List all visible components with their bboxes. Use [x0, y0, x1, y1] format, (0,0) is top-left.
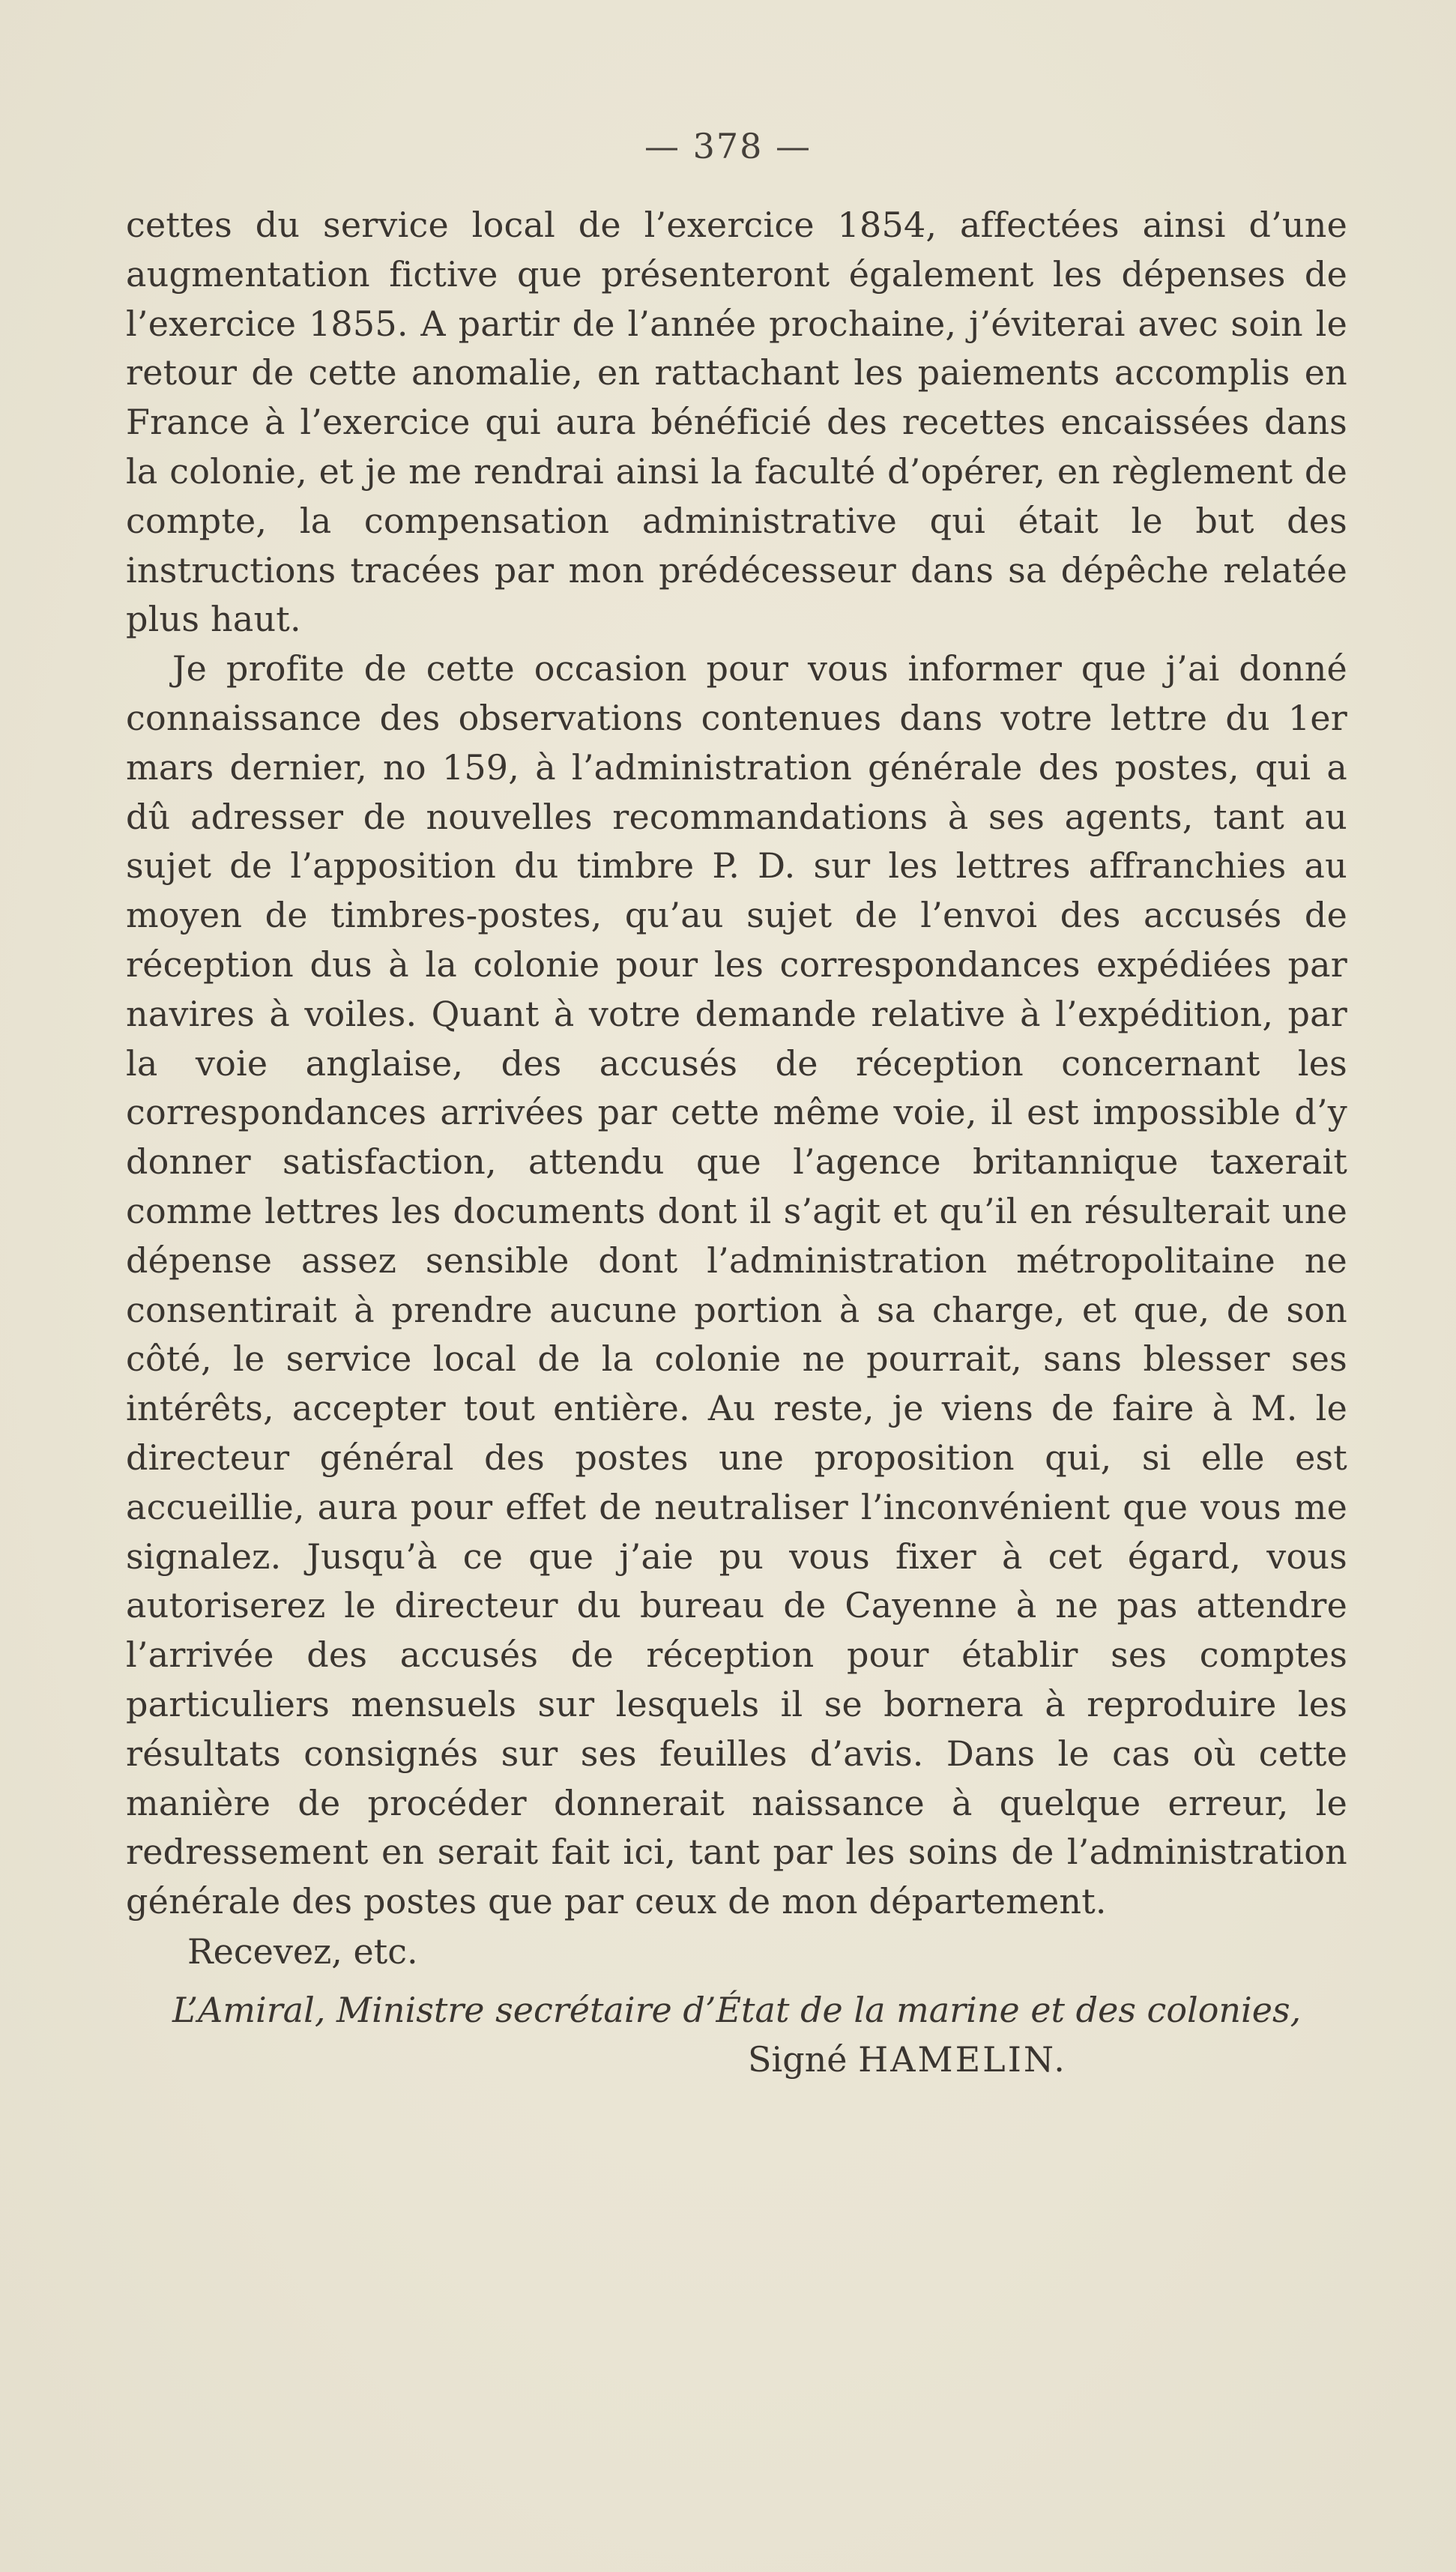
signed-line: [126, 2035, 1347, 2084]
closing-formula: Recevez, etc.: [187, 1930, 418, 1972]
paragraph-postal-matters: Je profite de cette occasion pour vous informer que j’ai donné connaissance des observations contenues dans votre lettre du 1er mars dernier, no 159, à l’administration générale des postes, qui a dû adresser de nouvelles recommandations à ses agents, tant au sujet de l’apposition du timbre P. D. sur les lettres affranchies au moyen de timbres-postes, qu’au sujet de l’envoi des accusés de réception dus à la colonie pour les correspondances expédiées par navires à voiles. Quant à votre demande relative à l’expédition, par la voie anglaise, des accusés de réception concernant les correspondances arrivées par cette même voie, il est impossible d’y donner satisfaction, attendu que l’agence britannique taxerait comme lettres les documents dont il s’agit et qu’il en résulterait une dépense assez sensible dont l’administration métropolitaine ne consentirait à prendre aucune portion à sa charge, et que, de son côté, le service local de la colonie ne pourrait, sans blesser ses intérêts, accepter tout entière. Au reste, je viens de faire à M. le directeur général des postes une proposition qui, si elle est accueillie, aura pour effet de neutraliser l’inconvénient que vous me signalez. Jusqu’à ce que j’aie pu vous fixer à cet égard, vous autoriserez le directeur du bureau de Cayenne à ne pas attendre l’arrivée des accusés de réception pour établir ses comptes particuliers mensuels sur lesquels il se bornera à reproduire les résultats consignés sur ses feuilles d’avis. Dans le cas où cette manière de procéder donnerait naissance à quelque erreur, le redressement en serait fait ici, tant par les soins de l’administration générale des postes que par ceux de mon département.: [126, 648, 1347, 1922]
page-number: — 378 —: [644, 126, 812, 166]
signature-title: L’Amiral, Ministre secrétaire d’État de la marine et des colonies,: [172, 1989, 1302, 2030]
letter-body: [126, 201, 1347, 2084]
paragraph-continuation: cettes du service local de l’exercice 1854, affectées ainsi d’une augmentation fictive que présenteront également les dépenses de l’exercice 1855. A partir de l’année prochaine, j’éviterai avec soin le retour de cette anomalie, en rattachant les paiements accomplis en France à l’exercice qui aura bénéficié des recettes encaissées dans la colonie, et je me rendrai ainsi la faculté d’opérer, en règlement de compte, la compensation administrative qui était le but des instructions tracées par mon prédécesseur dans sa dépêche relatée plus haut.: [126, 205, 1347, 640]
signed-label: Signé: [748, 2038, 848, 2080]
signatory-name: HAMELIN.: [858, 2038, 1067, 2080]
